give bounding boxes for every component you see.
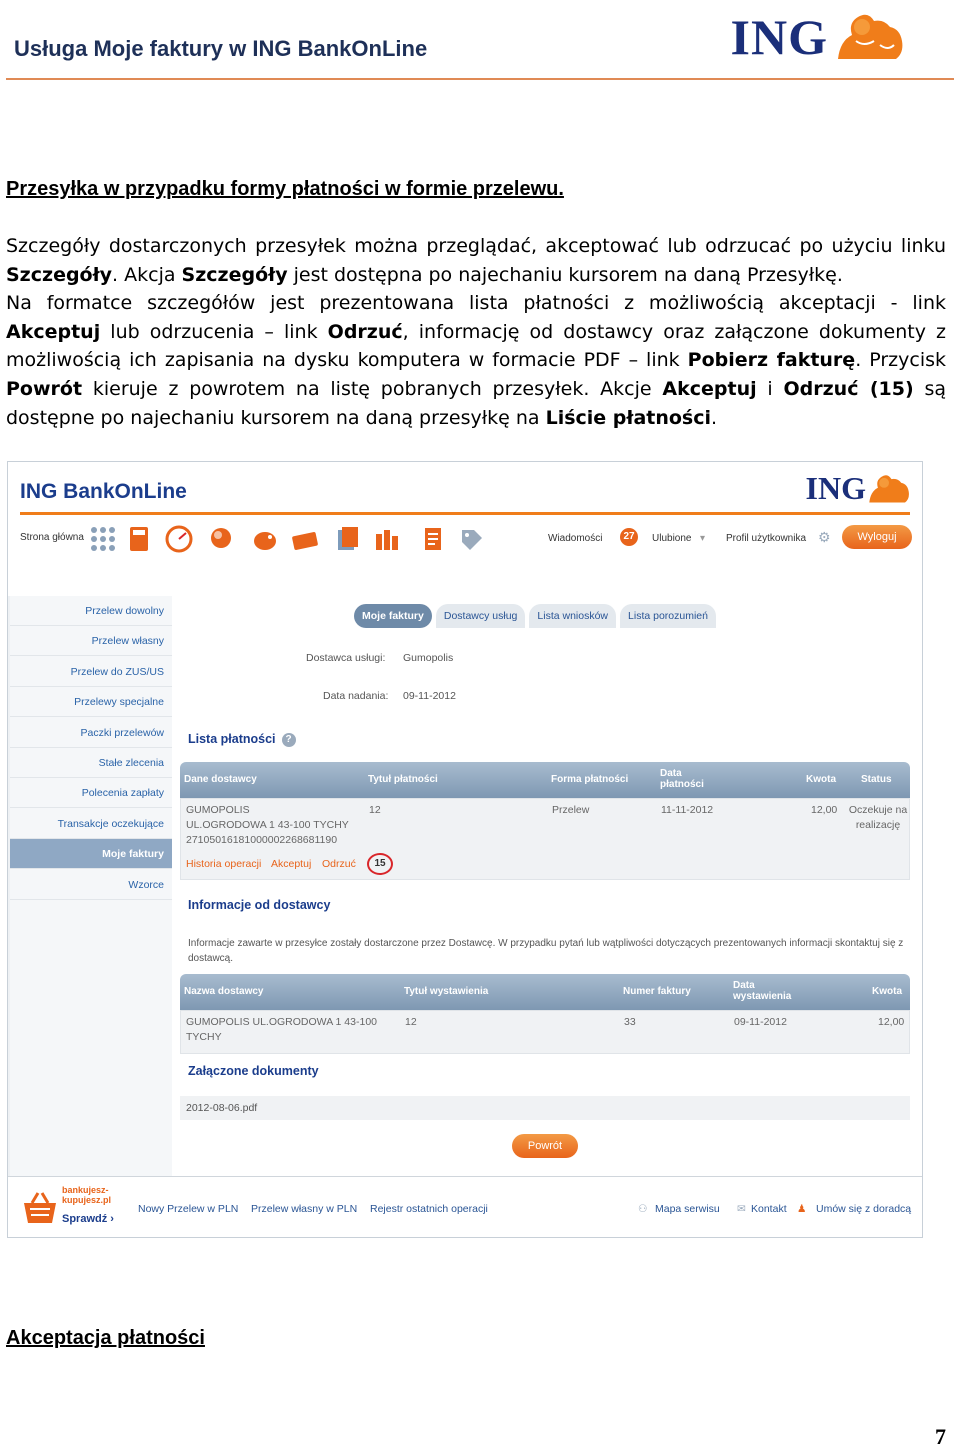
sidebar-item[interactable]: Przelew do ZUS/US [10,657,172,687]
paragraph-1 [6,232,946,289]
section-heading: Przesyłka w przypadku formy płatności w formie przelewu. [6,178,564,200]
paragraph-run: Szczegóły [181,263,288,286]
footer-link[interactable]: Kontakt [751,1203,787,1215]
paragraph-run: Szczegóły dostarczonych przesyłek można przeglądać, akceptować lub odrzucać po użyciu linku [6,235,946,257]
paragraph-run: jest dostępna po najechaniu kursorem na daną Przesyłkę. [287,263,843,286]
paragraph-run: Szczegóły [6,263,113,286]
messages-count-badge: 27 [620,528,638,546]
col-header: Dane dostawcy [184,774,257,785]
grid-dots-icon[interactable] [88,524,118,554]
card-icon[interactable] [290,524,320,554]
reject-count-highlight: 15 [367,853,393,875]
paragraph-run: , informację od dostawcy oraz załączone dokumenty z możliwością ich zapisania na dysku komputera w formacie PDF – link [6,320,946,372]
document-header [6,0,954,80]
supplier-line: GUMOPOLIS [186,804,250,816]
col-header: Kwota [806,774,836,785]
chevron-right-icon: › [110,1213,114,1225]
paragraph-run: są dostępne po najechaniu kursorem na daną przesyłkę na [6,377,946,429]
chevron-down-icon[interactable]: ▾ [700,533,706,544]
sitemap-icon: ⚇ [638,1203,648,1215]
footer-brand-line: kupujesz.pl [62,1195,112,1205]
paragraph-run: . [711,406,718,429]
lion-icon [834,11,906,63]
body-text [6,232,946,432]
sidebar-item[interactable]: Przelew własny [10,626,172,656]
nav-profile-link[interactable]: Profil użytkownika [726,533,807,544]
col-header: Tytuł płatności [368,774,438,785]
shopping-basket-icon[interactable] [20,1191,60,1227]
col-header: Data wystawienia [733,980,792,1002]
sidebar-item[interactable]: Polecenia zapłaty [10,778,172,808]
invoice-number-cell: 33 [624,1016,636,1028]
col-header: Status [861,774,892,785]
tab[interactable]: Dostawcy usług [436,604,526,628]
logout-button[interactable]: Wyloguj [842,525,912,549]
tab[interactable]: Moje faktury [354,604,432,628]
footer-link[interactable]: Umów się z doradcą [816,1203,912,1215]
nav-favorites-link[interactable]: Ulubione [652,533,692,544]
payments-title [188,732,296,747]
attachments-title: Załączone dokumenty [188,1064,319,1078]
calculator-icon[interactable] [124,524,154,554]
col-header: Tytuł wystawienia [404,986,489,997]
attachment-file-link[interactable]: 2012-08-06.pdf [180,1096,910,1120]
date-label: Data nadania: [323,690,389,702]
sidebar-item[interactable]: Wzorce [10,870,172,900]
tab[interactable]: Lista porozumień [620,604,716,628]
back-button[interactable]: Powrót [512,1134,578,1158]
supplier-line: UL.OGRODOWA 1 43-100 TYCHY [186,819,349,831]
paragraph-run: kieruje z powrotem na listę pobranych przesyłek. Akcje [82,377,663,400]
supplier-line: 27105016181000002268681190 [186,834,338,846]
table-row[interactable] [186,803,349,848]
sidebar-item[interactable]: Przelew dowolny [10,596,172,626]
payment-title-cell: 12 [369,804,381,816]
supplier-label: Dostawca usługi: [306,652,386,664]
invoice-amount-cell: 12,00 [878,1016,905,1028]
payment-status-cell: Oczekuje na realizację [848,804,908,831]
payment-date-cell: 11-11-2012 [661,804,714,816]
footer-brand-line: bankujesz- [62,1185,109,1195]
paragraph-run: lub odrzucenia – link [100,320,328,343]
gear-icon[interactable]: ⚙ [818,529,831,545]
help-icon[interactable]: ? [282,733,296,747]
paragraph-run: i [756,377,784,400]
header-orange-line [20,512,910,515]
history-link[interactable]: Historia operacji [186,858,262,870]
sidebar [10,596,172,1176]
col-header: Nazwa dostawcy [184,986,264,997]
app-footer [8,1176,922,1238]
invoice-title-cell: 12 [405,1016,417,1028]
footer-check-text: Sprawdź [62,1213,108,1225]
payments-table-body [180,798,910,880]
main-nav [20,522,912,562]
ing-logo [731,8,906,66]
people-icon: ♟ [797,1203,807,1215]
sidebar-item[interactable]: Transakcje oczekujące [10,809,172,839]
invoice-table-header [180,974,910,1010]
paragraph-run: Odrzuć [327,320,403,343]
sidebar-item[interactable]: Stałe zlecenia [10,748,172,778]
app-title: ING BankOnLine [20,480,187,503]
document-title: Usługa Moje faktury w ING BankOnLine [14,36,428,61]
payments-title-text: Lista płatności [188,732,276,746]
invoice-table-body [180,1010,910,1054]
supplier-info-text: Informacje zawarte w przesyłce zostały dostarczone przez Dostawcę. W przypadku pytań lub wątpliwości dotyczących prezentowanych informacji skontaktuj się z dostawcą. [188,938,904,964]
app-header [8,462,922,596]
supplier-info-title: Informacje od dostawcy [188,898,331,912]
invoice-supplier-cell: GUMOPOLIS UL.OGRODOWA 1 43-100 TYCHY [186,1016,377,1043]
invoice-icon[interactable] [418,524,448,554]
paragraph-run: Liście płatności [545,406,712,429]
paragraph-run: Pobierz fakturę [687,349,856,372]
reject-link[interactable]: Odrzuć [322,858,356,870]
col-header: Kwota [872,986,902,997]
paragraph-run: Akceptuj [6,320,101,343]
paragraph-run: Na formatce szczegółów jest prezentowana lista płatności z możliwością akceptacji - link [6,292,946,315]
payments-table-header [180,762,910,798]
paragraph-2 [6,289,946,432]
envelope-icon: ✉ [737,1203,746,1215]
paragraph-run: . Akcja [112,263,182,286]
settings-tag-icon[interactable] [456,524,486,554]
nav-home-link[interactable]: Strona główna [20,532,84,543]
piggy-bank-icon[interactable] [250,524,280,554]
app-lion-icon [866,473,912,505]
coins-icon[interactable] [372,524,402,554]
footer-link[interactable]: Przelew własny w PLN [251,1203,358,1215]
accept-link[interactable]: Akceptuj [271,858,312,870]
main-content [172,596,922,1176]
invoice-date-cell: 09-11-2012 [734,1016,787,1028]
payment-form-cell: Przelew [552,804,590,816]
footer-brand[interactable] [62,1185,111,1205]
documents-icon[interactable] [332,524,362,554]
bankonline-screenshot [7,461,923,1238]
footer-check-link[interactable] [62,1213,114,1225]
col-header: Numer faktury [623,986,691,997]
col-header: Forma płatności [551,774,629,785]
sidebar-item[interactable]: Moje faktury [10,839,172,869]
app-ing-logo [806,470,912,507]
nav-messages-link[interactable]: Wiadomości [548,533,603,544]
paragraph-run: Odrzuć (15) [783,377,914,400]
globe-icon[interactable] [206,524,236,554]
tab[interactable]: Lista wniosków [529,604,616,628]
paragraph-run: . Przycisk [855,349,947,372]
footer-link[interactable]: Mapa serwisu [655,1203,720,1215]
sidebar-item[interactable]: Paczki przelewów [10,718,172,748]
payment-amount-cell: 12,00 [811,804,838,816]
paragraph-run: Powrót [6,377,83,400]
ing-logo-text: ING [730,9,828,65]
footer-link[interactable]: Nowy Przelew w PLN [138,1203,239,1215]
app-ing-logo-text: ING [805,470,866,506]
footer-link[interactable]: Rejestr ostatnich operacji [370,1203,488,1215]
col-header: Data płatności [660,768,704,790]
sidebar-item[interactable]: Przelewy specjalne [10,687,172,717]
page-number: 7 [935,1424,946,1449]
date-value: 09-11-2012 [403,690,456,702]
supplier-value: Gumopolis [403,652,454,664]
gauge-icon[interactable] [164,524,194,554]
bottom-heading: Akceptacja płatności [6,1327,205,1349]
tab-bar [354,604,720,628]
paragraph-run: Akceptuj [662,377,757,400]
